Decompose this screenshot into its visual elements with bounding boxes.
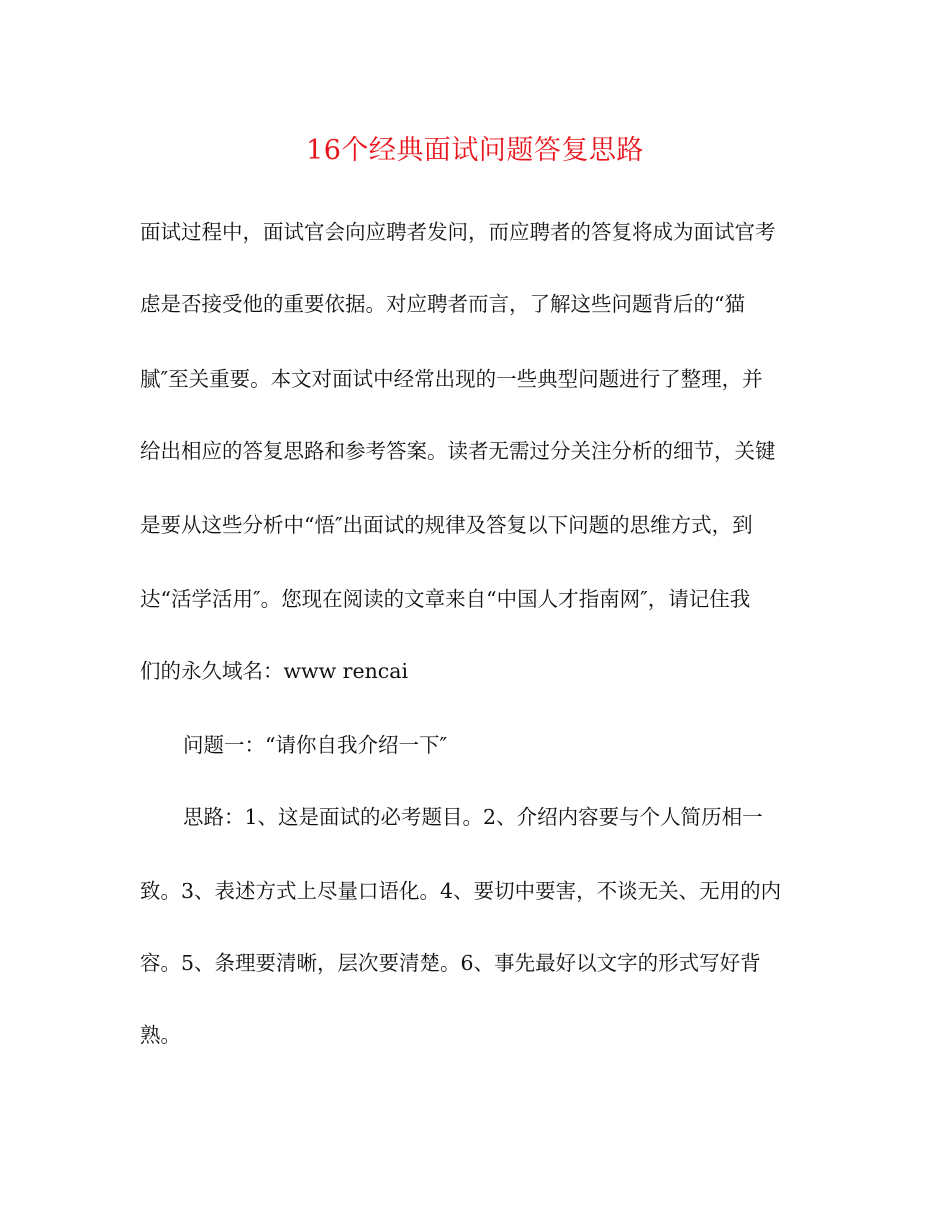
intro-line-3: 腻″至关重要。本文对面试中经常出现的一些典型问题进行了整理，并 — [140, 367, 763, 391]
answer-1-line-3: 容。5、条理要清晰，层次要清楚。6、事先最好以文字的形式写好背 — [140, 951, 761, 975]
question-1-heading: 问题一：“请你自我介绍一下″ — [183, 733, 448, 757]
intro-line-1: 面试过程中，面试官会向应聘者发问，而应聘者的答复将成为面试官考 — [140, 220, 776, 244]
intro-line-7: 们的永久域名：www rencai — [140, 659, 409, 683]
intro-line-4: 给出相应的答复思路和参考答案。读者无需过分关注分析的细节，关键 — [140, 439, 776, 463]
intro-line-2: 虑是否接受他的重要依据。对应聘者而言，了解这些问题背后的“猫 — [140, 292, 745, 316]
document-title: 16个经典面试问题答复思路 — [306, 135, 644, 166]
intro-line-5: 是要从这些分析中“悟″出面试的规律及答复以下问题的思维方式，到 — [140, 513, 753, 537]
answer-1-line-4: 熟。 — [140, 1023, 181, 1047]
intro-line-6: 达“活学活用″。您现在阅读的文章来自“中国人才指南网″，请记住我 — [140, 587, 751, 611]
answer-1-line-2: 致。3、表述方式上尽量口语化。4、要切中要害，不谈无关、无用的内 — [140, 879, 782, 903]
answer-1-line-1: 思路：1、这是面试的必考题目。2、介绍内容要与个人简历相一 — [183, 805, 763, 829]
